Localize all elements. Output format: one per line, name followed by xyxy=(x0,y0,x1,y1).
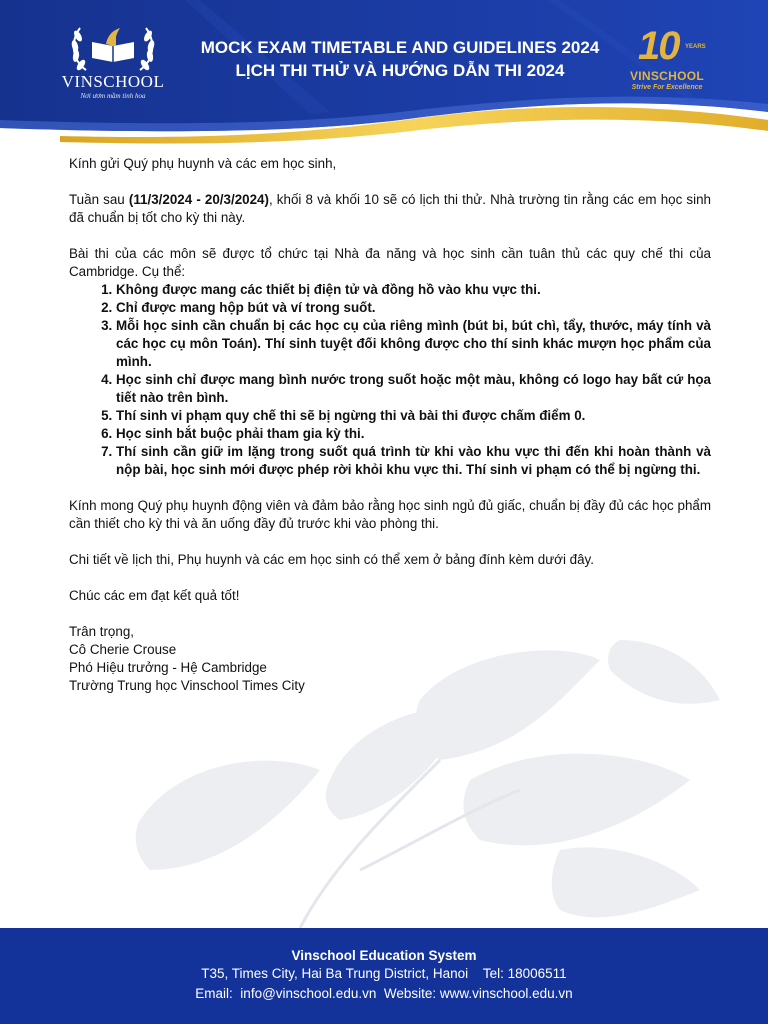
ten-years-tagline: Strive For Excellence xyxy=(631,84,703,91)
ten-years-logo xyxy=(612,22,722,97)
signer-school: Trường Trung học Vinschool Times City xyxy=(69,678,305,693)
rule-item: 7. Thí sinh cần giữ im lặng trong suốt quá trình từ khi vào khu vực thi đến khi hoàn thành và nộp bài, học sinh mới được phép rời khỏi khu vực thi. Thí sinh vi phạm có thể bị ngừng thi. xyxy=(116,443,711,479)
good-luck-line: Chúc các em đạt kết quả tốt! xyxy=(69,588,240,603)
rule-item: 2. Chỉ được mang hộp bút và ví trong suốt. xyxy=(116,299,711,317)
footer-contact: Email: info@vinschool.edu.vn Website: www.vinschool.edu.vn xyxy=(195,986,573,1001)
logo-wordmark: VINSCHOOL xyxy=(61,72,165,91)
ten-years-label: YEARS xyxy=(685,44,706,50)
announcement-prefix: Tuần sau xyxy=(69,192,129,207)
ten-years-brand: VINSCHOOL xyxy=(629,69,705,83)
footer xyxy=(0,928,768,1024)
rules-intro: Bài thi của các môn sẽ được tổ chức tại Nhà đa năng và học sinh cần tuân thủ các quy chế thi của Cambridge. Cụ thể: xyxy=(69,246,711,279)
header-banner xyxy=(0,0,768,145)
letter-body xyxy=(69,155,711,695)
signer-role: Phó Hiệu trưởng - Hệ Cambridge xyxy=(69,660,267,675)
page-title xyxy=(180,36,620,82)
logo-motto: Nơi ươm mầm tinh hoa xyxy=(80,92,146,100)
rule-item: 6. Học sinh bắt buộc phải tham gia kỳ thi. xyxy=(116,425,711,443)
rule-item: 3. Mỗi học sinh cần chuẩn bị các học cụ của riêng mình (bút bi, bút chì, tẩy, thước, máy tính và các học cụ môn Toán). Thí sinh tuyệt đối không được cho thí sinh khác mượn học phẩm của mình. xyxy=(116,317,711,371)
parent-request-paragraph: Kính mong Quý phụ huynh động viên và đảm bảo rằng học sinh ngủ đủ giấc, chuẩn bị đầy đủ các học phẩm cần thiết cho kỳ thi và ăn uống đầy đủ trước khi vào phòng thi. xyxy=(69,498,711,531)
announcement-paragraph xyxy=(69,191,711,227)
signature-block xyxy=(69,623,711,695)
exam-rules-list xyxy=(69,281,711,479)
laurel-book-icon xyxy=(58,20,168,75)
closing: Trân trọng, xyxy=(69,624,134,639)
title-english: MOCK EXAM TIMETABLE AND GUIDELINES 2024 xyxy=(200,38,600,57)
rule-item: 1. Không được mang các thiết bị điện tử và đồng hồ vào khu vực thi. xyxy=(116,281,711,299)
announcement-suffix: , khối 8 và khối 10 sẽ có lịch thi thử. Nhà trường tin rằng các em học sinh đã chuẩn bị tốt cho kỳ thi này. xyxy=(69,192,711,225)
title-vietnamese: LỊCH THI THỬ VÀ HƯỚNG DẪN THI 2024 xyxy=(235,61,565,80)
signer-name: Cô Cherie Crouse xyxy=(69,642,177,657)
exam-dates: (11/3/2024 - 20/3/2024) xyxy=(128,192,269,207)
rule-item: 5. Thí sinh vi phạm quy chế thi sẽ bị ngừng thi và bài thi được chấm điểm 0. xyxy=(116,407,711,425)
rule-item: 4. Học sinh chỉ được mang bình nước trong suốt hoặc một màu, không có logo hay bất cứ họa tiết nào trên bình. xyxy=(116,371,711,407)
footer-address: T35, Times City, Hai Ba Trung District, Hanoi Tel: 18006511 xyxy=(201,966,567,981)
vinschool-logo xyxy=(58,20,168,105)
schedule-note: Chi tiết về lịch thi, Phụ huynh và các em học sinh có thể xem ở bảng đính kèm dưới đây. xyxy=(69,552,594,567)
greeting: Kính gửi Quý phụ huynh và các em học sinh, xyxy=(69,156,337,171)
ten-years-number: 10 xyxy=(638,24,679,68)
footer-org: Vinschool Education System xyxy=(291,948,477,963)
